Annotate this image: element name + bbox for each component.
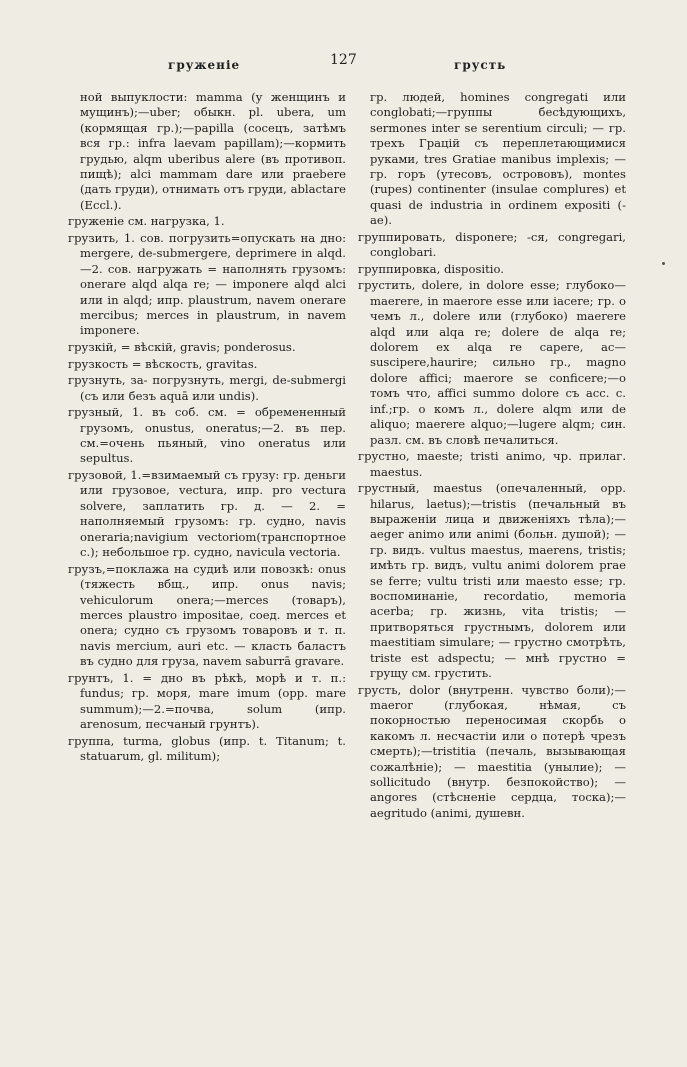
dictionary-entry: грунтъ, 1. = дно въ рѣкѣ, морѣ и т. п.: fundus; гр. моря, mare imum (opp. mare summum);—2.=почва, solum (ипр. arenosum, песчаный грунтъ). <box>68 670 346 731</box>
dictionary-entry: группа, turma, globus (ипр. t. Titanum; t. statuarum, gl. militum); <box>68 733 346 763</box>
dictionary-entry: группировка, dispositio. <box>358 261 504 276</box>
left-column <box>68 90 346 766</box>
dictionary-entry: грузкій, = вѣскій, gravis; ponderosus. <box>68 340 296 355</box>
print-speck <box>662 262 665 265</box>
dictionary-entry: грузовой, 1.=взимаемый съ грузу: гр. деньги или грузовое, vectura, ипр. pro vectura solvere, заплатить гр. д. — 2. = наполняемый грузомъ: гр. судно, navis oneraria;navigium vectoriom(транспортное с.); небольшое гр. судно, navicula vectoria. <box>68 468 346 560</box>
header-right-word: грусть <box>454 58 507 72</box>
header-left-word: груженіе <box>168 58 241 72</box>
dictionary-entry: грузнуть, за- погрузнуть, mergi, de-submergi (съ или безъ aquā или undis). <box>68 373 346 403</box>
page-number: 127 <box>330 52 357 68</box>
dictionary-entry: грузный, 1. въ соб. см. = обремененный грузомъ, onustus, oneratus;—2. въ пер. см.=очень пьяный, vino oneratus или sepultus. <box>68 405 346 466</box>
dictionary-entry: гр. людей, homines congregati или conglobati;—группы бесѣдующихъ, sermones inter se serentium circuli; — гр. трехъ Грацій съ переплетающимися руками, tres Gratiae manibus implexis; — гр. горъ (утесовъ, острововъ), montes (rupes) continenter (insulae complures) et quasi de industria in ordinem expositi (-ae). <box>370 90 626 228</box>
running-header <box>0 52 687 74</box>
dictionary-entry: грустный, maestus (опечаленный, opp. hilarus, laetus);—tristis (печальный въ выраженіи лица и движеніяхъ тѣла);—aeger animo или animi (больн. душой); — гр. видъ. vultus maestus, maerens, tristis; имѣть гр. видъ, vultu animi dolorem prae se ferre; vultu tristi или maesto esse; гр. воспоминаніе, recordatio, memoria acerba; гр. жизнь, vita tristis; — притворяться грустнымъ, dolorem или maestitiam simulare; — грустно смотрѣть, triste est adspectu; — мнѣ грустно = грущу см. грустить. <box>358 481 626 680</box>
dictionary-entry: грустить, dolere, in dolore esse; глубоко—maerere, in maerore esse или iacere; гр. о чемъ л., dolere или (глубоко) maerere alqd или alqa re; dolere de alqa re; dolorem ex alqa re capere, ac—suscipere,haurire; сильно гр., magno dolore affici; maerore se conficere;—о томъ что, affici summo dolore съ acc. c. inf.;гр. о комъ л., dolere alqm или de aliquo; maerere alquo;—lugere alqm; син. разл. см. въ словѣ печалиться. <box>358 278 626 447</box>
dictionary-entry: груженіе см. нагрузка, 1. <box>68 214 225 229</box>
right-column <box>358 90 626 822</box>
dictionary-entry: грустно, maeste; tristi animo, чр. прилаг. maestus. <box>358 449 626 479</box>
dictionary-entry: грузкость = вѣскость, gravitas. <box>68 356 258 371</box>
dictionary-entry: грузъ,=поклажа на судиѣ или повозкѣ: onus (тяжесть вбщ., ипр. onus navis; vehiculorum onera;—merces (товаръ), merces plaustro impositae, соед. merces et onera; судно съ грузомъ товаровъ и т. п. navis mercium, auri etc. — класть баластъ въ судно для груза, navem saburrā gravare. <box>68 561 346 669</box>
dictionary-entry: грусть, dolor (внутренн. чувство боли);—maeror (глубокая, нѣмая, съ покорностью переносимая скорбь о какомъ л. несчастіи или о потерѣ чрезъ смерть);—tristitia (печаль, вызывающая сожалѣніе); — maestitia (унылие); — sollicitudo (внутр. безпокойство); —angores (стѣсненіе сердца, тоска);—aegritudo (animi, душевн. <box>358 682 626 820</box>
dictionary-entry: ной выпуклости: mamma (у женщинъ и мущинъ);—uber; обыкн. pl. ubera, um (кормящая гр.);—papilla (сосецъ, затѣмъ вся гр.: infra laevam papillam);—кормить грудью, alqm uberibus alere (въ противоп. пищѣ); alci mammam dare или praebere (дать груди), отнимать отъ груди, ablactare (Eccl.). <box>80 90 346 212</box>
dictionary-entry: грузить, 1. сов. погрузить=опускать на дно: mergere, de-submergere, deprimere in alqd.—2. сов. нагружать = наполнять грузомъ: onerare alqd alqa re; — imponere alqd alci или in alqd; ипр. plaustrum, navem onerare mercibus; merces in plaustrum, in navem imponere. <box>68 231 346 338</box>
dictionary-entry: группировать, disponere; -ся, congregari, conglobari. <box>358 229 626 260</box>
